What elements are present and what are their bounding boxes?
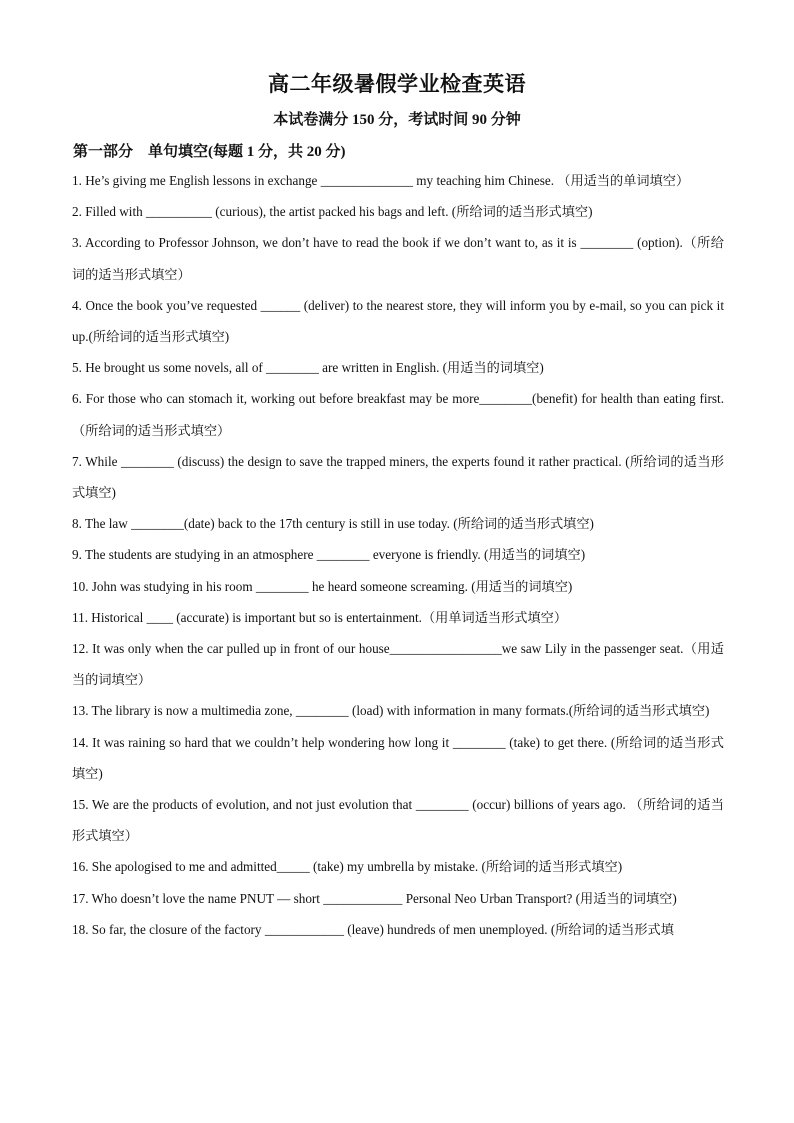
question-item: 2. Filled with __________ (curious), the artist packed his bags and left. (所给词的适当形式填空) (72, 204, 593, 220)
question-item: 10. John was studying in his room ________ he heard someone screaming. (用适当的词填空) (72, 578, 573, 594)
question-item: 15. We are the products of evolution, and not just evolution that ________ (occur) billions of years ago. （所给词的适当形式填空） (72, 797, 724, 844)
question-item: 7. While ________ (discuss) the design to save the trapped miners, the experts found it rather practical. (所给词的适当形式填空) (72, 453, 724, 501)
question-item: 4. Once the book you’ve requested ______ (deliver) to the nearest store, they will inform you by e-mail, so you can pick it up.(所给词的适当形式填空) (72, 297, 724, 345)
question-item: 8. The law ________(date) back to the 17th century is still in use today. (所给词的适当形式填空) (72, 516, 594, 532)
question-item: 11. Historical ____ (accurate) is important but so is entertainment.（用单词适当形式填空） (72, 609, 568, 625)
question-item: 1. He’s giving me English lessons in exchange ______________ my teaching him Chinese. （用适当的单词填空） (72, 173, 690, 188)
question-item: 6. For those who can stomach it, working out before breakfast may be more________(benefit) for health than eating first. （所给词的适当形式填空） (72, 391, 724, 438)
question-item: 12. It was only when the car pulled up in front of our house_________________we saw Lily in the passenger seat.（用适当的词填空） (72, 641, 724, 688)
question-item: 5. He brought us some novels, all of ________ are written in English. (用适当的词填空) (72, 360, 544, 376)
question-item: 18. So far, the closure of the factory ____________ (leave) hundreds of men unemployed. (所给词的适当形式填 (72, 921, 674, 937)
question-item: 16. She apologised to me and admitted_____ (take) my umbrella by mistake. (所给词的适当形式填空) (72, 859, 623, 875)
question-item: 17. Who doesn’t love the name PNUT — short ____________ Personal Neo Urban Transport? (用适当的词填空) (72, 890, 677, 906)
question-item: 9. The students are studying in an atmosphere ________ everyone is friendly. (用适当的词填空) (72, 547, 586, 563)
exam-info: 本试卷满分 150 分，考试时间 90 分钟 (273, 112, 521, 128)
question-item: 14. It was raining so hard that we couldn’t help wondering how long it ________ (take) to get there. (所给词的适当形式填空) (72, 734, 724, 781)
question-item: 3. According to Professor Johnson, we don’t have to read the book if we don’t want to, as it is ________ (option).（所给词的适当形式填空） (72, 235, 724, 282)
section-heading: 第一部分 单句填空(每题 1 分，共 20 分) (73, 144, 346, 160)
question-list (72, 165, 724, 945)
question-item: 13. The library is now a multimedia zone, ________ (load) with information in many formats.(所给词的适当形式填空) (72, 703, 710, 719)
page-title: 高二年级暑假学业检查英语 (268, 72, 526, 96)
